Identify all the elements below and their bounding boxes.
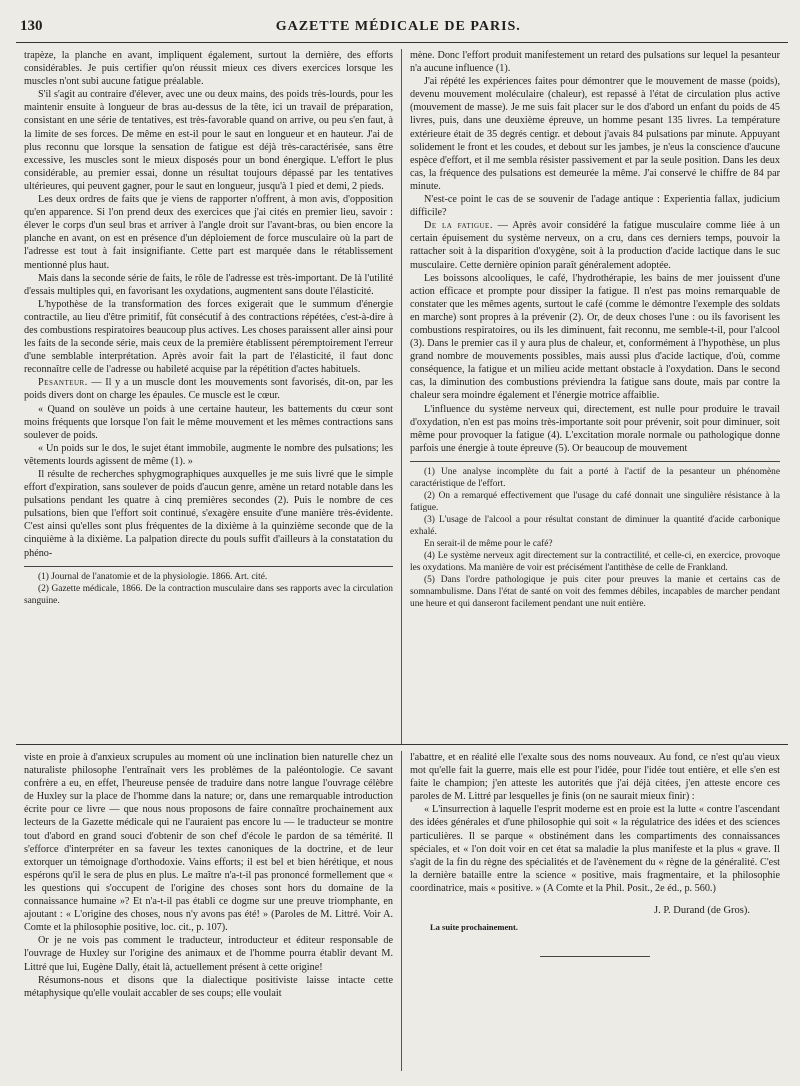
paragraph: Les boissons alcooliques, le café, l'hydrothérapie, les bains de mer jouissent d'une action efficace et prompte pour dissiper la fatigue. Il n'est pas moins remarquable de constater que les mêmes agents, surtout le café (comme le démontre l'exemple des soldats en marche) sont propres à la prévenir (2). Or, de deux choses l'une : ou ils favorisent les combustions respiratoires, ou ils les diminuent, fait reconnu, me semble-t-il, pour l'alcool (3). Dans le premier cas il y aura plus de chaleur, et, conformément à l'hypothèse, un plus grand nombre de mouvements possibles, mais aussi plus d'acide lactique, d'où, comme conséquence, la fatigue et un milieu acide mettant obstacle à l'oxydation. Dans le second cas, la diminution des combustions préviendra la fatigue sans doute, mais par contre la chaleur sera moindre également et l'énergie motrice affaiblie.	[410, 272, 780, 402]
footnote: (2) On a remarqué effectivement que l'usage du café donnait une singulière résistance à la fatigue.	[410, 490, 780, 513]
lower-section	[16, 751, 788, 1071]
paragraph: Il résulte de recherches sphygmographiques auxquelles je me suis livré que le simple effort d'expiration, sans soulever de poids d'aucun genre, amène un retard notable dans les pulsations pendant les quatre à cinq premières secondes (2). Puis le nombre de ces pulsations, bien que l'effort soit continué, s'exagère ensuite d'une manière très-évidente. C'est ainsi qu'elles sont plus fréquentes de la dixième à la quinzième seconde que de la cinquième à la dixième. La palpation directe du pouls suffit d'ailleurs à la constatation du phéno-	[24, 469, 393, 559]
paragraph: « Un poids sur le dos, le sujet étant immobile, augmente le nombre des pulsations; les vêtements lourds agissent de même (1). »	[24, 442, 393, 467]
lower-left-column	[16, 751, 402, 1071]
continued-note: La suite prochainement.	[430, 922, 518, 933]
quotation: « L'insurrection à laquelle l'esprit moderne est en proie est la lutte « contre l'ascendant des idées générales et d'une philosophie qui soit « la régulatrice des idées et des sciences particulières. Il se parque « obstinément dans les compartiments des connaissances spéciales, et « l'on doit voir en cet état sa maladie la plus manifeste et la plus « grave. Il s'agit de la fin du règne des spécialités et de l'avènement du « règne de la généralité. C'est la dernière bataille entre la science « positive, mais fragmentaire, et la philosophie coordinatrice, mais « positive. » (A Comte et la Phil. Posit., 2e éd., p. 560.)	[410, 804, 780, 894]
paragraph: mène. Donc l'effort produit manifestement un retard des pulsations sur lequel la pesanteur n'a aucune influence (1).	[410, 50, 780, 75]
paragraph: trapèze, la planche en avant, impliquent également, surtout la dernière, des efforts considérables. Je puis certifier qu'on réussit mieux ces divers exercices lorsque les muscles n'ont subi aucune fatigue préalable.	[24, 50, 393, 88]
lower-right-column	[402, 751, 788, 1071]
footnotes	[410, 466, 780, 610]
section-heading-pesanteur: Pesanteur.	[38, 377, 88, 389]
upper-right-column	[402, 49, 788, 744]
paragraph: Or je ne vois pas comment le traducteur, introducteur et éditeur responsable de l'ouvrage de Huxley sur l'origine des animaux et de l'homme pourra établir devant M. Littré que lui, Eugène Dally, était là, actuellement présent à cette origine!	[24, 935, 393, 973]
paragraph-text: — Il y a un muscle dont les mouvements sont favorisés, dit-on, par les poids divers dont on charge les épaules. Ce muscle est le cœur.	[24, 377, 393, 402]
paragraph: l'abattre, et en réalité elle l'exalte sous des noms nouveaux. Au fond, ce n'est qu'au vieux mot qu'elle fait la guerre, mais elle est pour l'idée, pour l'idée tout entière, et elle s'en est faite le champion; j'en atteste les autorités que j'ai déjà citées, j'en atteste encore ces paroles de M. Littré par lesquelles je finis (on ne saurait mieux finir) :	[410, 752, 780, 803]
page-header	[16, 18, 788, 43]
footnote-divider	[410, 461, 780, 462]
footnote: (2) Gazette médicale, 1866. De la contraction musculaire dans ses rapports avec la circulation sanguine.	[24, 583, 393, 606]
paragraph: L'influence du système nerveux qui, directement, est nulle pour produire le travail d'oxydation, n'en est pas moins très-importante soit pour prévenir, soit pour diminuer, soit même pour provoquer la fatigue (4). L'excitation morale normale ou pathologique donne parfois une énergie à toute épreuve (5). Or beaucoup de mouvement	[410, 403, 780, 454]
author-signature: J. P. Durand (de Gros).	[654, 905, 750, 917]
paragraph: Les deux ordres de faits que je viens de rapporter n'offrent, à mon avis, d'opposition qu'en apparence. Si l'on prend deux des exercices que j'ai cités en premier lieu, savoir : élever le corps d'un seul bras et arriver à l'angle droit sur l'avant-bras, ou bien encore la planche en avant, on est en présence d'un déploiement de force musculaire où la part de l'adresse est tout à fait insignifiante. Cette part est marquée dans le rétablissement mentionné plus haut.	[24, 194, 393, 271]
journal-title: GAZETTE MÉDICALE DE PARIS.	[275, 19, 521, 34]
end-divider	[540, 956, 650, 957]
section-heading-fatigue: De la fatigue.	[424, 220, 493, 232]
paragraph	[24, 376, 393, 402]
paragraph-text: — Après avoir considéré la fatigue musculaire comme liée à un certain épuisement du système nerveux, on a cru, dans ces derniers temps, pouvoir la rattacher soit à la disparition d'oxygène, soit à la production d'acide lactique dans le suc musculaire. Cette dernière opinion paraît généralement adoptée.	[410, 220, 780, 271]
paragraph: L'hypothèse de la transformation des forces exigerait que le summum d'énergie contractile, au lieu d'être primitif, fût consécutif à des contractions répétées, c'est-à-dire à des combustions respiratoires beaucoup plus actives. Les choses paraissent aller ainsi pour les faits de la seconde série, mais ceux de la première établissent péremptoirement l'erreur d'une semblable interprétation. Après avoir fait la part de l'élasticité, il faut donc reconnaître celle de l'adresse ou habileté acquise par la répétition d'actes habituels.	[24, 298, 393, 376]
page-number: 130	[20, 18, 43, 34]
paragraph: Résumons-nous et disons que la dialectique positiviste laisse intacte cette métaphysique qu'elle voulait accabler de ses coups; elle voulait	[24, 974, 393, 999]
paragraph	[410, 219, 780, 271]
paragraph: N'est-ce point le cas de se souvenir de l'adage antique : Experientia fallax, judicium difficile?	[410, 194, 780, 219]
footnotes	[24, 571, 393, 607]
footnote: (1) Une analyse incomplète du fait a porté à l'actif de la pesanteur un phénomène caractéristique de l'effort.	[410, 466, 780, 489]
paragraph: S'il s'agit au contraire d'élever, avec une ou deux mains, des poids très-lourds, pour les maintenir ensuite à longueur de bras au-dessus de la tête, ici un travail de préparation, consistant en une série de tentatives, est très-favorable quand on arrive, ou peu s'en faut, à la limite de ses forces. De même en est-il pour le saut en longueur et en hauteur. J'ai de plus reconnu que lorsque la sensation de fatigue est déjà très-caractérisée, sans être excessive, les muscles sont le mieux disposés pour un bond énergique. L'effort le plus considérable, au premier essai, donne un résultat toujours dépassé par les tentatives ultérieures, qui peuvent gagner, pour le saut en longueur, jusqu'à 1 pied et demi, 2 pieds.	[24, 89, 393, 192]
footnote: En serait-il de même pour le café?	[424, 538, 553, 549]
upper-section	[16, 49, 788, 745]
footnote-divider	[24, 566, 393, 567]
footnote: (5) Dans l'ordre pathologique je puis citer pour preuves la manie et certains cas de somnambulisme. Dans l'état de santé on voit des femmes débiles, incapables de marcher pendant une heure et qui danseront facilement pendant une nuit entière.	[410, 574, 780, 609]
footnote: (3) L'usage de l'alcool a pour résultat constant de diminuer la quantité d'acide carbonique exhalé.	[410, 514, 780, 537]
upper-left-column	[16, 49, 402, 744]
paragraph: viste en proie à d'anxieux scrupules au moment où une inclination bien naturelle chez un naturaliste philosophe l'entraînait vers les problèmes de la paléontologie. Ce savant confrère a eu, en effet, l'heureuse pensée de traduire dans notre langue l'ouvrage célèbre de Huxley sur la place de l'homme dans la nature; or, dans une remarquable introduction écrite pour ce livre — que nous nous proposons de faire connaître prochainement aux lecteurs de la Gazette médicale qui ne l'auraient pas encore lu — le traducteur se montre tout d'abord en grand souci d'obtenir de son chef d'école le pardon de sa témérité. Il s'efforce d'interpréter en sa faveur les textes canoniques de la doctrine, et de leur extorquer un témoignage d'orthodoxie. Vains efforts; il est bel et bien hérétique, et nous espérons qu'il le sera de plus en plus. Le maître n'a-t-il pas prononcé formellement que « les questions qui s'occupent de l'origine des choses sont hors du domaine de la connaissance humaine »? Et n'a-t-il pas établi ce dogme sur une preuve triomphante, en ajoutant : « L'origine des choses, nous n'y avons pas été! » (Paroles de M. Littré. Voir A. Comte et la philosophie positive, loc. cit., p. 107).	[24, 752, 393, 934]
paragraph: « Quand on soulève un poids à une certaine hauteur, les battements du cœur sont moins fréquents que lorsque l'on fait le même mouvement et les mêmes contractions sans soulever de poids.	[24, 403, 393, 441]
footnote: (4) Le système nerveux agit directement sur la contractilité, et celle-ci, en exercice, provoque les oxydations. Ma manière de voir est précisément l'antithèse de celle de Frankland.	[410, 550, 780, 573]
paragraph: Mais dans la seconde série de faits, le rôle de l'adresse est très-important. De là l'utilité d'essais multiples qui, en favorisant les oxydations, augmentent sans doute l'élasticité.	[24, 272, 393, 297]
paragraph: J'ai répété les expériences faites pour démontrer que le mouvement de masse (poids), devenu mouvement moléculaire (chaleur), est repassé à l'état de circulation plus active (mouvement de masse). Je me suis fait placer sur le dos d'abord un enfant du poids de 45 livres, puis, dans une deuxième épreuve, un homme pesant 135 livres. La température extérieure était de 35 degrés centigr. et debout j'avais 84 pulsations par minute. Appuyant solidement le front et les coudes, et debout sur les jambes, je n'eus la conscience d'aucune espèce d'effort, et il me sembla résister passivement et par la seule position. Dans les deux cas, la fréquence des pulsations est demeurée la même. J'ai conservé le chiffre de 84 par minute.	[410, 76, 780, 192]
footnote: (1) Journal de l'anatomie et de la physiologie. 1866. Art. cité.	[38, 571, 268, 582]
